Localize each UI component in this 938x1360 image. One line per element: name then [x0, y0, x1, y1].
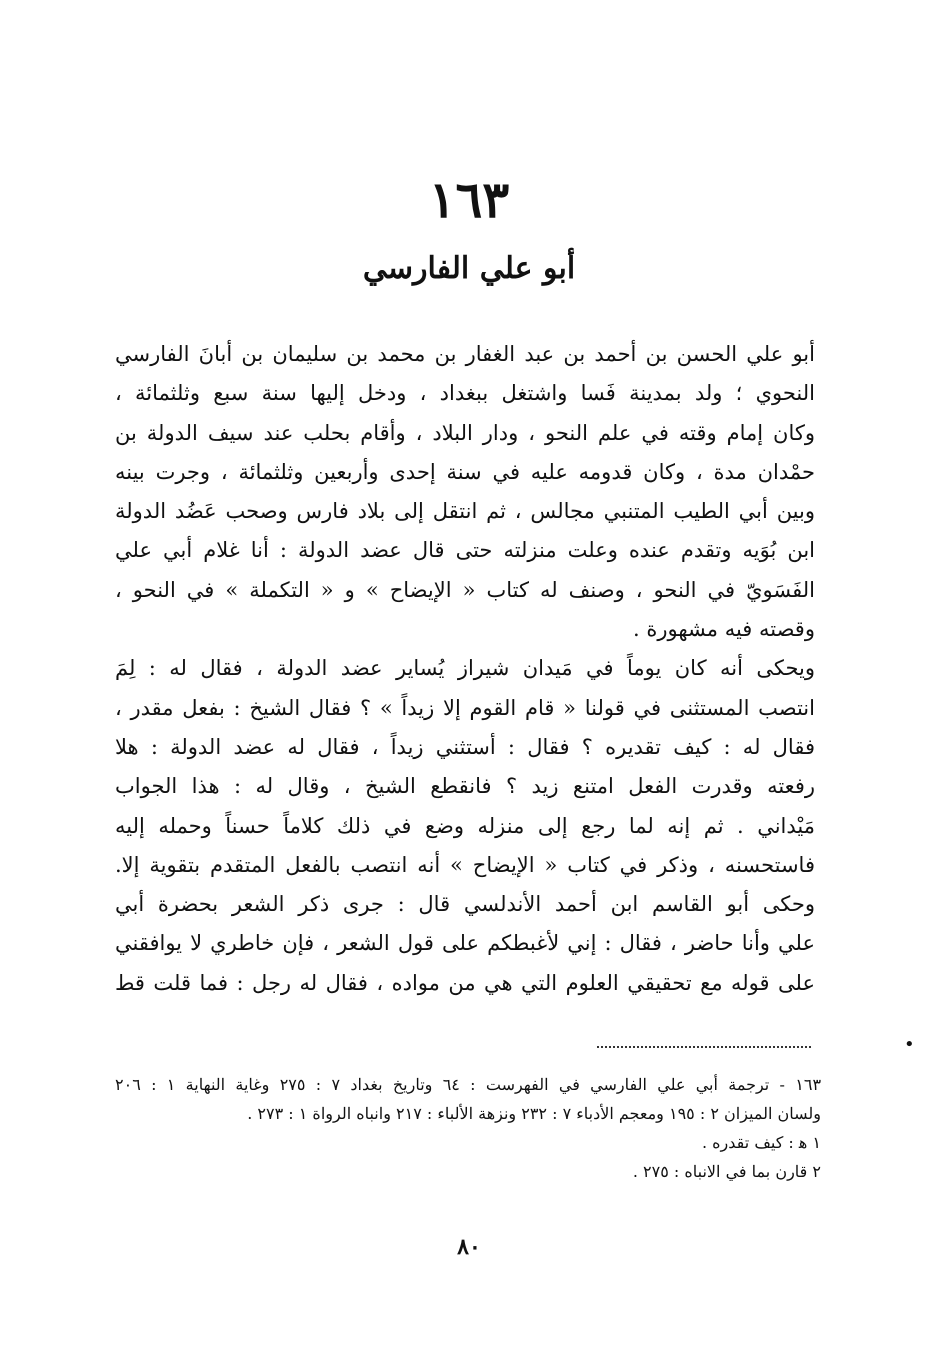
body-line: وبين أبي الطيب المتنبي مجالس ، ثم انتقل إلى بلاد فارس وصحب عَضُد الدولة — [115, 499, 815, 524]
entry-number: ١٦٣ — [428, 170, 510, 229]
body-line: أبو علي الحسن بن أحمد بن عبد الغفار بن محمد بن سليمان بن أبانَ الفارسي — [115, 342, 815, 366]
body-line: على قوله مع تحقيقي العلوم التي هي من مواده ، فقال له رجل : فما قلت قط — [115, 970, 815, 995]
body-line: الفَسَويّ في النحو ، وصنف له كتاب « الإيضاح » و « التكملة » في النحو ، — [115, 577, 815, 602]
body-line: فقال له : كيف تقديره ؟ فقال : أستثني زيداً ، فقال له عضد الدولة : هلا — [115, 734, 815, 759]
footnote-separator — [597, 1046, 811, 1048]
footnote-line: ١٦٣ - ترجمة أبي علي الفارسي في الفهرست : ٦٤ وتاريخ بغداد ٧ : ٢٧٥ وغاية النهاية ١ : ٢٠٦ — [115, 1075, 821, 1094]
footnote-line: ٢ قارن بما في الانباه : ٢٧٥ . — [632, 1162, 821, 1181]
body-line: فاستحسنه ، وذكر في كتاب « الإيضاح » أنه انتصب بالفعل المتقدم بتقوية إلا. — [115, 852, 815, 877]
body-line: النحوي ؛ ولد بمدينة فَسا واشتغل ببغداد ، ودخل إليها سنة سبع وثلثمائة ، — [115, 381, 815, 406]
body-line: وقصته فيه مشهورة . — [633, 617, 815, 642]
body-text — [115, 335, 815, 1003]
entry-title: أبو علي الفارسي — [362, 251, 576, 286]
body-line: انتصب المستثنى في قولنا « قام القوم إلا زيداً » ؟ فقال الشيخ : بفعل مقدر ، — [115, 695, 815, 720]
body-line: ابن بُوَيه وتقدم عنده وعلت منزلته حتى قال عضد الدولة : أنا غلام أبي علي — [115, 538, 815, 563]
body-line: وحكى أبو القاسم ابن أحمد الأندلسي قال : جرى ذكر الشعر بحضرة أبي — [115, 892, 815, 917]
body-line: حمْدان مدة ، وكان قدومه عليه في سنة إحدى وأربعين وثلثمائة ، وجرت بينه — [115, 459, 815, 484]
body-line: ويحكى أنه كان يوماً في مَيدان شيراز يُساير عضد الدولة ، فقال له : لِمَ — [115, 656, 815, 681]
body-line: رفعته وقدرت الفعل امتنع زيد ؟ فانقطع الشيخ ، وقال له : هذا الجواب — [115, 774, 815, 799]
footnotes — [115, 1070, 821, 1186]
body-line: مَيْداني . ثم إنه لما رجع إلى منزله وضع في ذلك كلاماً حسناً وحمله إليه — [115, 813, 815, 838]
footnote-line: ١ ﻫ : كيف تقدره . — [702, 1133, 821, 1152]
body-line: علي وأنا حاضر ، فقال : إني لأغبطكم على قول الشعر ، فإن خاطري لا يوافقني — [115, 931, 815, 956]
footnote-line: ولسان الميزان ٢ : ١٩٥ ومعجم الأدباء ٧ : ٢٣٢ ونزهة الألباء : ٢١٧ وانباه الرواة ١ : ٢٧٣ . — [247, 1104, 821, 1123]
body-line: وكان إمام وقته في علم النحو ، ودار البلاد ، وأقام بحلب عند سيف الدولة بن — [115, 420, 815, 445]
page-number: ٨٠ — [457, 1234, 481, 1260]
margin-dot: • — [904, 1034, 915, 1055]
